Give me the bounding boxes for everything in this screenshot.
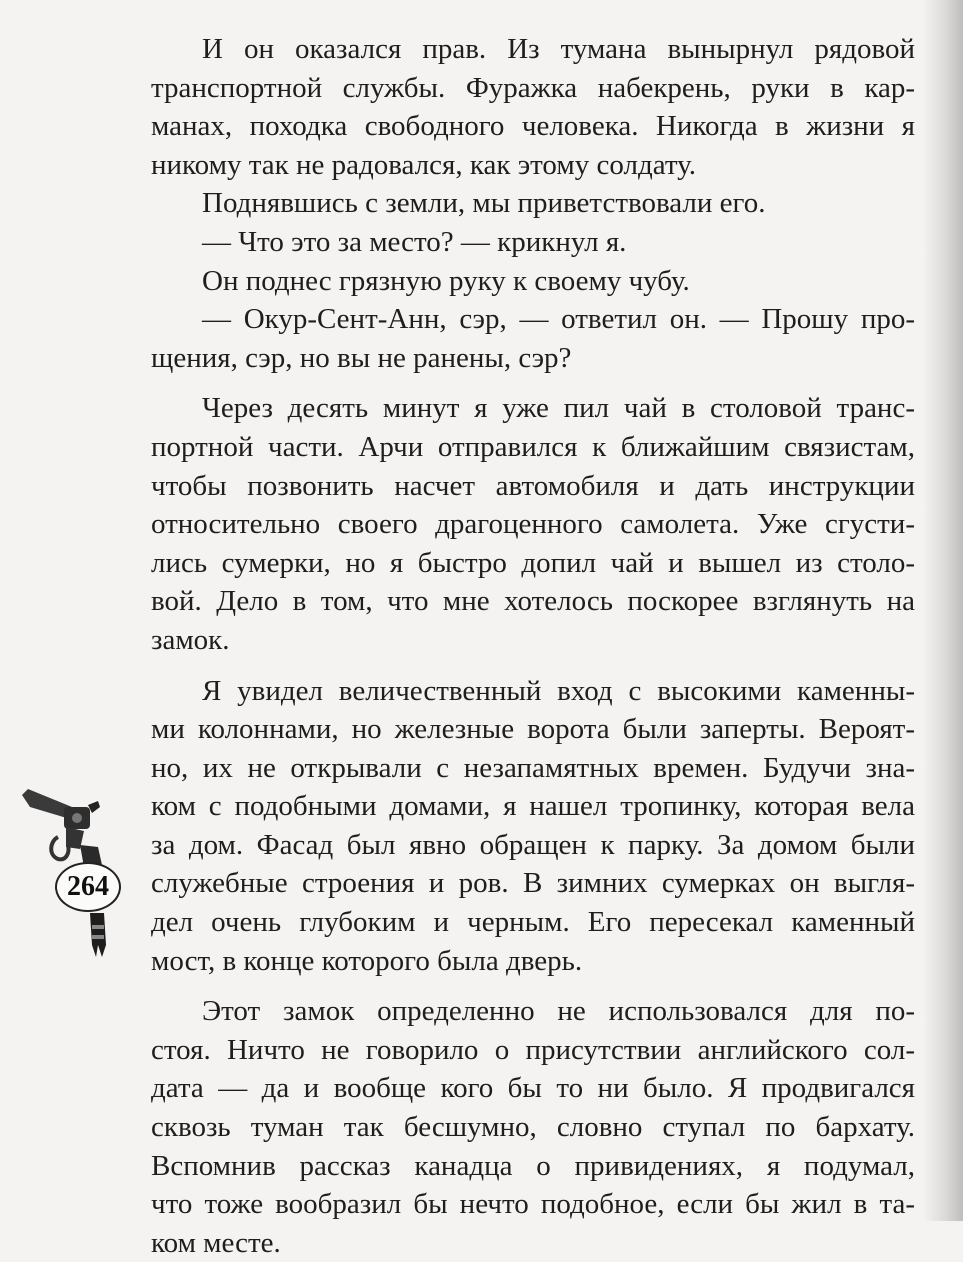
paragraph	[151, 389, 915, 659]
text-line: относительно своего драгоценного самолета. Уже сгусти-	[151, 508, 915, 541]
text-line: стоя. Ничто не говорило о присутствии английского сол-	[151, 1033, 915, 1066]
page-number: 264	[55, 862, 121, 912]
text-line: никому так не радовался, как этому солдату.	[151, 148, 696, 181]
text-line: Он поднес грязную руку к своему чубу.	[202, 264, 690, 297]
text-line: сквозь туман так бесшумно, словно ступал по бархату.	[151, 1111, 915, 1144]
paragraph-gap	[151, 377, 915, 389]
paragraph	[151, 30, 915, 184]
text-line: дел очень глубоким и черным. Его пересекал каменный	[151, 906, 915, 939]
text-line: дата — да и вообще кого бы то ни было. Я продвигался	[151, 1072, 915, 1105]
text-line: ком с подобными домами, я нашел тропинку, которая вела	[151, 790, 915, 823]
text-line: за дом. Фасад был явно обращен к парку. За домом были	[151, 828, 915, 861]
text-line: Я увидел величественный вход с высокими каменны-	[202, 674, 915, 707]
text-line: Вспомнив рассказ канадца о привидениях, я подумал,	[151, 1149, 915, 1182]
text-line: — Что это за место? — крикнул я.	[202, 225, 627, 258]
body-text	[151, 30, 915, 1262]
text-line: Через десять минут я уже пил чай в столовой транс-	[202, 392, 915, 425]
text-line: транспортной службы. Фуражка набекрень, руки в кар-	[151, 71, 915, 104]
paragraph	[151, 223, 915, 262]
text-line: ми колоннами, но железные ворота были заперты. Вероят-	[151, 713, 915, 746]
text-line: вой. Дело в том, что мне хотелось поскорее взглянуть на	[151, 585, 915, 618]
text-line: но, их не открывали с незапамятных времен. Будучи зна-	[151, 751, 915, 784]
text-line: Этот замок определенно не использовался для по-	[202, 995, 915, 1028]
text-line: служебные строения и ров. В зимних сумерках он выгля-	[151, 867, 915, 900]
paragraph	[151, 300, 915, 377]
page-edge-shadow	[923, 0, 963, 1221]
paragraph-gap	[151, 660, 915, 672]
paragraph	[151, 672, 915, 981]
text-line: замок.	[151, 623, 230, 656]
paragraph	[151, 184, 915, 223]
text-line: что тоже вообразил бы нечто подобное, если бы жил в та-	[151, 1188, 915, 1221]
paragraph-gap	[151, 980, 915, 992]
text-line: — Окур-Сент-Анн, сэр, — ответил он. — Прошу про-	[202, 303, 915, 336]
text-line: манах, походка свободного человека. Никогда в жизни я	[151, 110, 915, 143]
text-line: И он оказался прав. Из тумана вынырнул рядовой	[202, 33, 915, 65]
paragraph	[151, 992, 915, 1262]
paragraph	[151, 262, 915, 301]
text-line: щения, сэр, но вы не ранены, сэр?	[151, 341, 572, 374]
text-line: мост, в конце которого была дверь.	[151, 944, 583, 977]
text-line: портной части. Арчи отправился к ближайшим связистам,	[151, 430, 915, 463]
text-line: чтобы позвонить насчет автомобиля и дать инструкции	[151, 469, 915, 502]
text-line: ком месте.	[151, 1226, 281, 1259]
text-line: лись сумерки, но я быстро допил чай и вышел из столо-	[151, 546, 915, 579]
text-line: Поднявшись с земли, мы приветствовали его.	[202, 187, 766, 220]
